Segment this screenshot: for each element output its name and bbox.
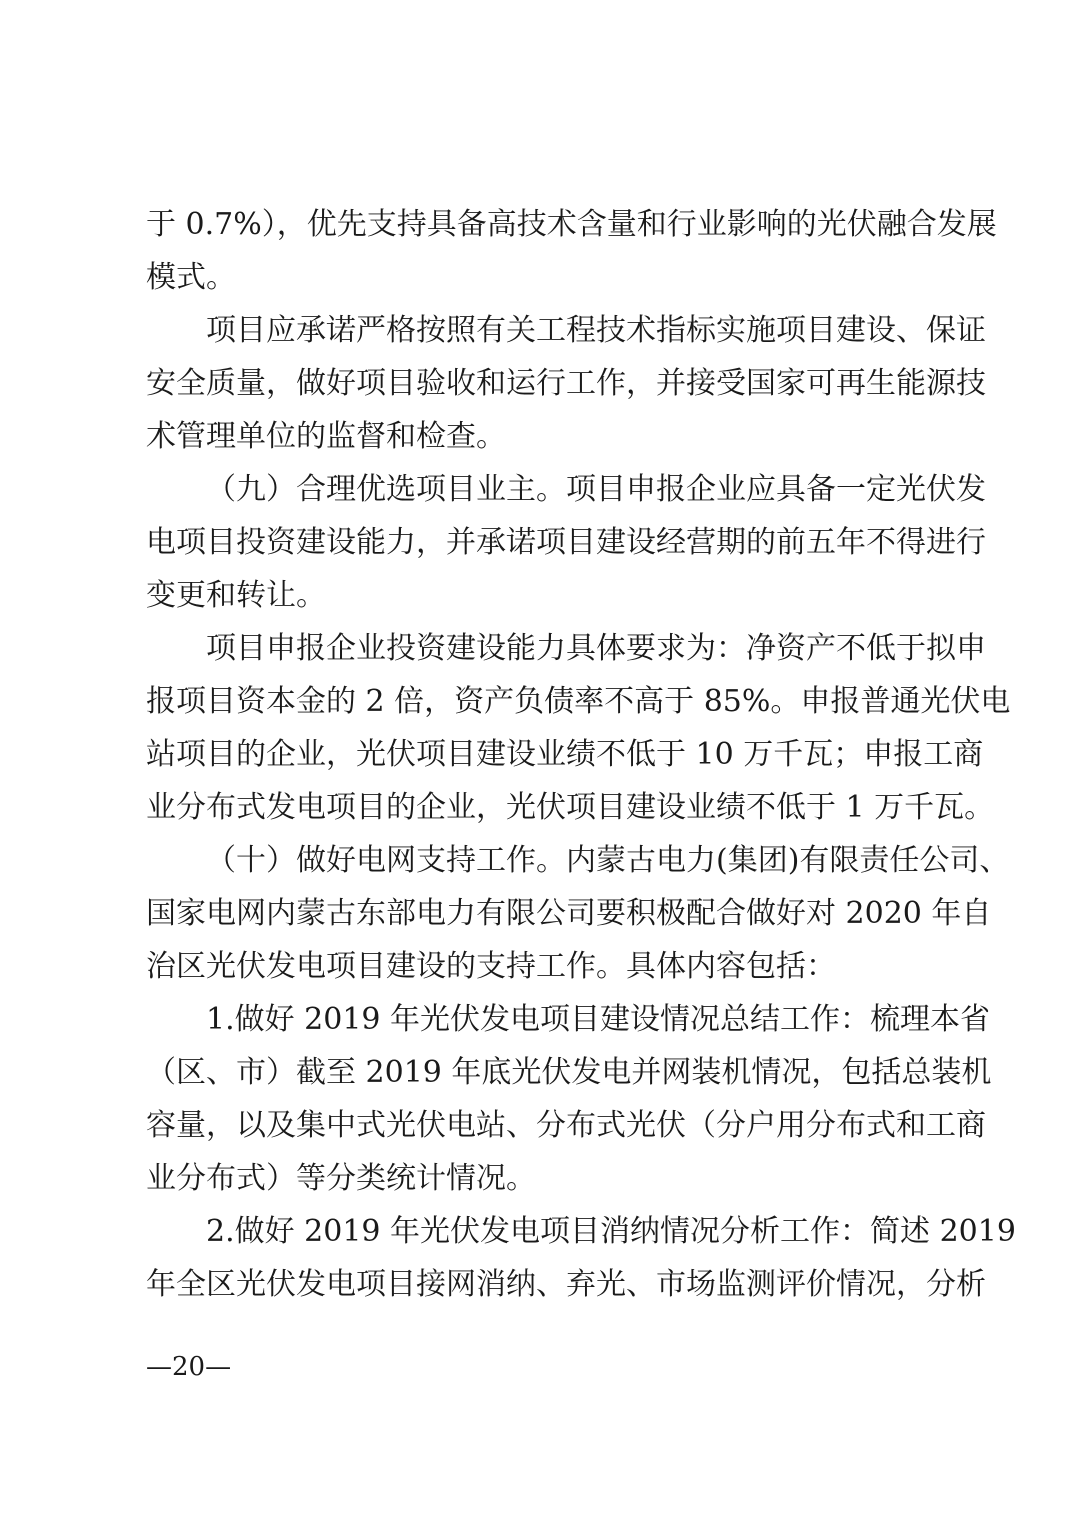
- text-line: 模式。: [146, 260, 236, 295]
- text-line: 安全质量，做好项目验收和运行工作，并接受国家可再生能源技: [146, 366, 986, 401]
- section-heading-line: （九）合理优选项目业主。项目申报企业应具备一定光伏发: [206, 472, 986, 507]
- text-line: 术管理单位的监督和检查。: [146, 419, 506, 454]
- text-line: （区、市）截至 2019 年底光伏发电并网装机情况，包括总装机: [146, 1055, 992, 1090]
- body-text: [146, 198, 1016, 1311]
- text-line: 容量，以及集中式光伏电站、分布式光伏（分户用分布式和工商: [146, 1108, 986, 1143]
- text-line: 变更和转让。: [146, 578, 326, 613]
- section-heading-line: （十）做好电网支持工作。内蒙古电力(集团)有限责任公司、: [206, 843, 1010, 878]
- text-line: 年全区光伏发电项目接网消纳、弃光、市场监测评价情况，分析: [146, 1267, 986, 1302]
- text-line: 报项目资本金的 2 倍，资产负债率不高于 85%。申报普通光伏电: [146, 684, 1011, 719]
- list-item-line: 1.做好 2019 年光伏发电项目建设情况总结工作：梳理本省: [206, 1002, 991, 1037]
- text-line: 电项目投资建设能力，并承诺项目建设经营期的前五年不得进行: [146, 525, 986, 560]
- text-line: 于 0.7%），优先支持具备高技术含量和行业影响的光伏融合发展: [146, 207, 997, 242]
- text-line: 国家电网内蒙古东部电力有限公司要积极配合做好对 2020 年自: [146, 896, 992, 931]
- text-line: 站项目的企业，光伏项目建设业绩不低于 10 万千瓦；申报工商: [146, 737, 984, 772]
- text-line: 治区光伏发电项目建设的支持工作。具体内容包括：: [146, 949, 836, 984]
- list-item-line: 2.做好 2019 年光伏发电项目消纳情况分析工作：简述 2019: [206, 1214, 1016, 1249]
- text-line: 项目应承诺严格按照有关工程技术指标实施项目建设、保证: [206, 313, 986, 348]
- text-line: 业分布式）等分类统计情况。: [146, 1161, 536, 1196]
- text-line: 业分布式发电项目的企业，光伏项目建设业绩不低于 1 万千瓦。: [146, 790, 995, 825]
- page-number: —20—: [146, 1352, 232, 1382]
- text-line: 项目申报企业投资建设能力具体要求为：净资产不低于拟申: [206, 631, 986, 666]
